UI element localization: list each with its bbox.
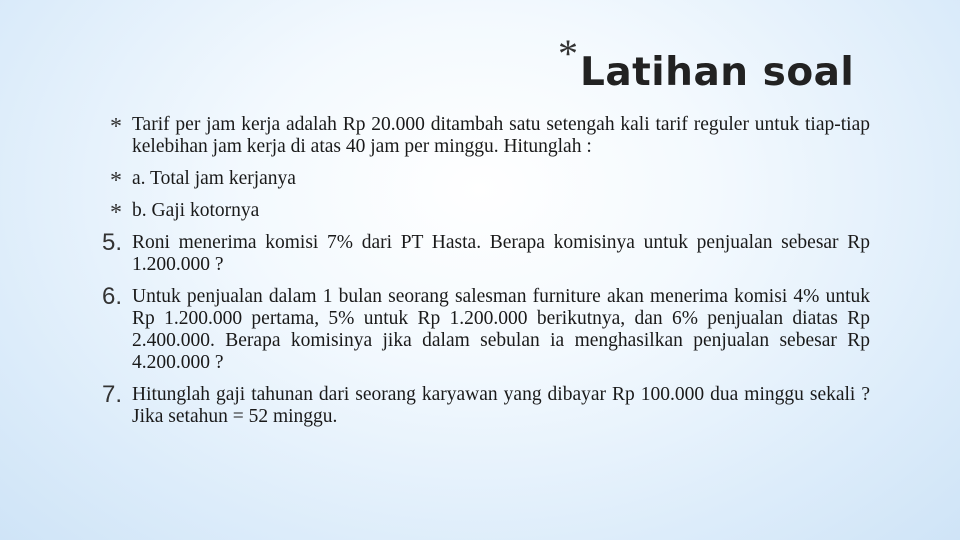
slide-title [558, 28, 854, 98]
bullet-asterisk-icon: * [110, 114, 122, 140]
item-text: Hitunglah gaji tahunan dari seorang karyawan yang dibayar Rp 100.000 dua minggu sekali ? Jika setahun = 52 minggu. [132, 384, 870, 427]
item-number: 5. [101, 229, 122, 256]
title-text: Latihan soal [580, 50, 855, 95]
list-item [80, 200, 870, 226]
item-text: b. Gaji kotornya [132, 200, 260, 221]
item-text: a. Total jam kerjanya [132, 168, 296, 189]
bullet-asterisk-icon: * [110, 168, 122, 194]
list-item [80, 229, 870, 276]
list-item [80, 114, 870, 158]
list-item [80, 283, 870, 374]
item-number: 6. [101, 283, 122, 310]
title-asterisk-icon: * [558, 31, 578, 76]
bullet-asterisk-icon: * [110, 200, 122, 226]
list-item [80, 381, 870, 428]
item-text: Tarif per jam kerja adalah Rp 20.000 ditambah satu setengah kali tarif reguler untuk tiap-tiap kelebihan jam kerja di atas 40 jam per minggu. Hitunglah : [132, 114, 870, 157]
list-item [80, 168, 870, 194]
item-number: 7. [101, 381, 122, 408]
question-list [80, 114, 870, 428]
item-text: Untuk penjualan dalam 1 bulan seorang salesman furniture akan menerima komisi 4% untuk Rp 1.200.000 pertama, 5% untuk Rp 1.200.000 berikutnya, dan 6% penjualan diatas Rp 2.400.000. Berapa komisinya jika dalam sebulan ia menghasilkan penjualan sebesar Rp 4.200.000 ? [132, 286, 870, 373]
item-text: Roni menerima komisi 7% dari PT Hasta. Berapa komisinya untuk penjualan sebesar Rp 1.200.000 ? [132, 232, 870, 275]
